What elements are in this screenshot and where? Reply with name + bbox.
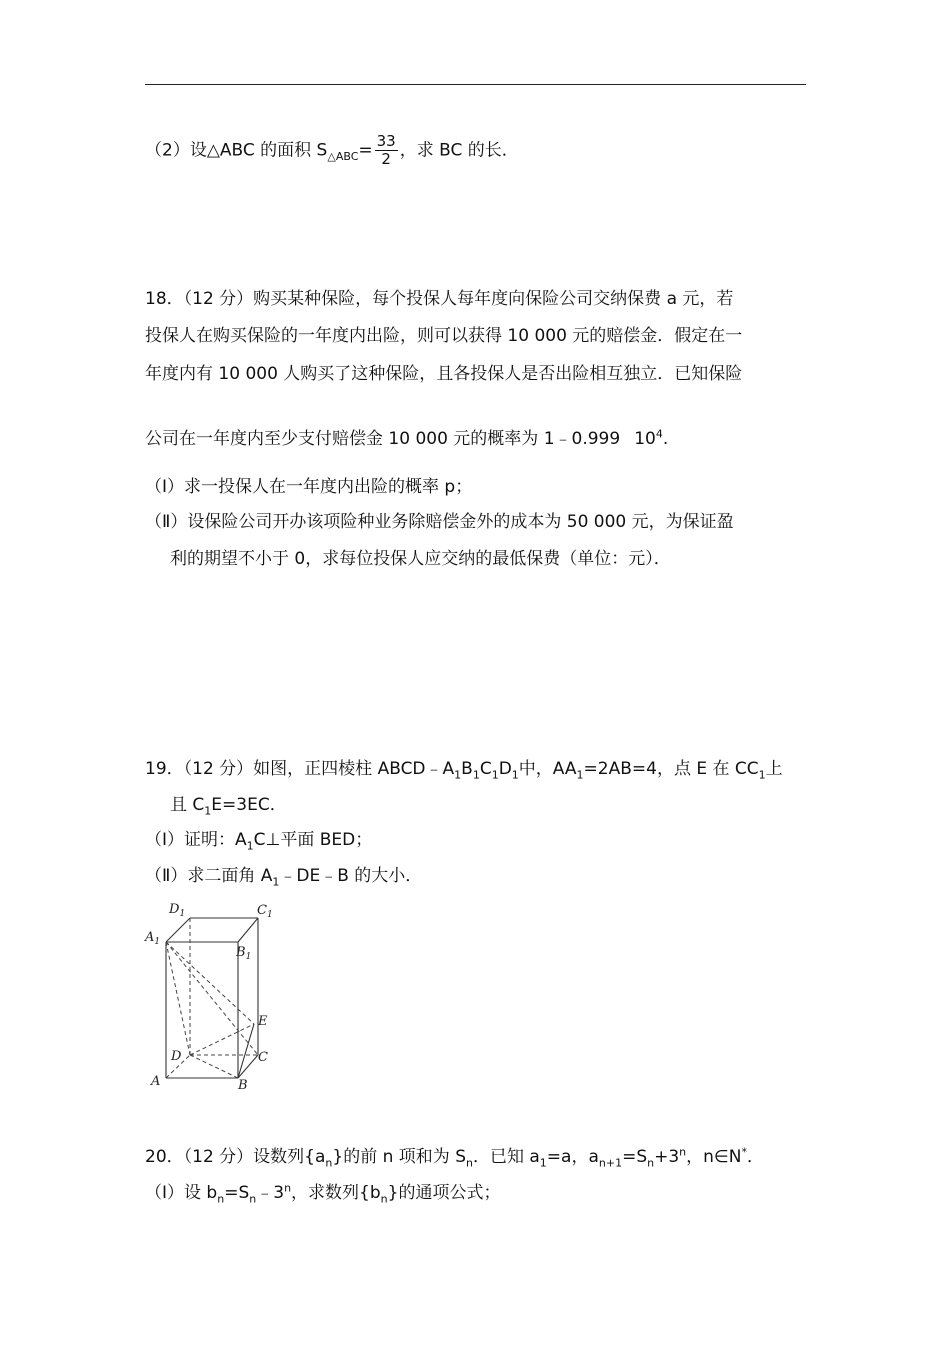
prism-figure <box>143 898 285 1093</box>
edge-A1D1 <box>166 918 190 942</box>
label-D1: $D_1$ <box>169 902 186 919</box>
edge-A1D-hidden <box>166 942 190 1055</box>
q18-part2-line2: 利的期望不小于 0，求每位投保人应交纳的最低保费（单位：元）． <box>170 549 671 569</box>
q18-line1: 18．（12 分）购买某种保险，每个投保人每年度向保险公司交纳保费 a 元，若 <box>145 289 734 309</box>
header-rule <box>145 84 806 85</box>
label-B: B <box>238 1078 248 1093</box>
label-D: D <box>171 1049 182 1064</box>
q18-line2: 投保人在购买保险的一年度内出险，则可以获得 10 000 元的赔偿金．假定在一 <box>145 326 743 346</box>
label-A1: $A_1$ <box>145 930 161 947</box>
q18-line4: 公司在一年度内至少支付赔偿金 10 000 元的概率为 1﹣0.999 $10^4$. <box>145 427 669 449</box>
q18-part2-line1: （Ⅱ）设保险公司开办该项险种业务除赔偿金外的成本为 50 000 元，为保证盈 <box>145 512 734 532</box>
q18-line3: 年度内有 10 000 人购买了这种保险，且各投保人是否出险相互独立．已知保险 <box>145 364 743 384</box>
fraction-33-over-2: $\frac{33}{2}$ <box>376 132 396 168</box>
label-B1: $B_1$ <box>236 945 252 962</box>
label-C: C <box>258 1050 268 1065</box>
q17-part2: （2）设△ABC 的面积 $S_{\triangle ABC}=$ $\frac{33}{2}$ ，求 BC 的长． <box>145 132 519 168</box>
q20-part1: （Ⅰ）设 $b_n=S_n﹣3^n$，求数列$\{b_n\}$的通项公式； <box>145 1181 501 1206</box>
edge-B1C1 <box>238 918 258 942</box>
q18-part1: （Ⅰ）求一投保人在一年度内出险的概率 p； <box>145 477 473 497</box>
q19-line1: 19．（12 分）如图，正四棱柱 $ABCD﹣A_1B_1C_1D_1$中，$AA_1=2AB=4$，点 E 在 $CC_1$上 <box>145 759 783 782</box>
label-E: E <box>258 1014 268 1029</box>
edge-DB-hidden <box>190 1055 238 1078</box>
label-C1: $C_1$ <box>257 903 273 920</box>
label-A: A <box>151 1074 161 1089</box>
q20-line1: 20．（12 分）设数列$\{a_n\}$的前 n 项和为 $S_n$．已知 $a_1=a$，$a_{n+1}=S_n+3^n$，n∈N*． <box>145 1145 764 1170</box>
edge-DE-hidden <box>190 1024 254 1055</box>
edge-BE <box>238 1024 254 1078</box>
q19-line2: 且 $C_1E=3EC$． <box>170 795 287 818</box>
q19-part1: （Ⅰ）证明：$A_1C\perp$平面 BED； <box>145 830 373 853</box>
q19-part2: （Ⅱ）求二面角 $A_1﹣DE﹣B$ 的大小． <box>145 866 423 889</box>
